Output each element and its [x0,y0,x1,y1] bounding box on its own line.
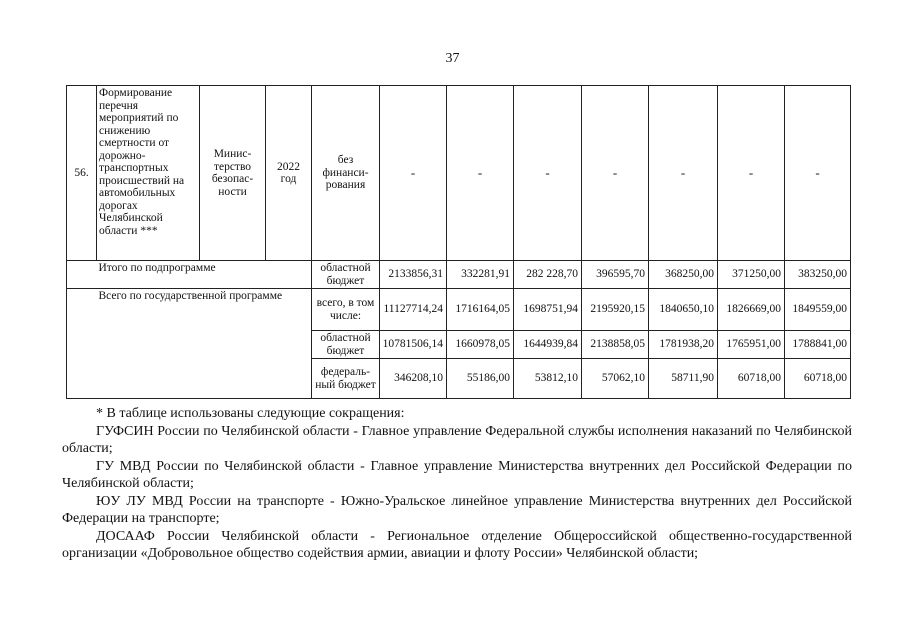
value-cell: 1781938,20 [649,331,718,359]
note-paragraph: * В таблице использованы следующие сокращения: [96,406,405,421]
row-number: 56. [67,86,97,261]
note-paragraph: ГУФСИН России по Челябинской области - Главное управление Федеральной службы исполнения наказаний по Челябинской области; [62,423,852,456]
value-cell: 1826669,00 [718,289,785,331]
note-paragraph: ГУ МВД России по Челябинской области - Главное управление Министерства внутренних дел Российской Федерации по Челябинской области; [62,458,852,491]
total-label: Всего по государственной программе [97,289,312,399]
funding-source: федераль-ный бюджет [312,359,380,399]
value-cell: 1849559,00 [785,289,851,331]
value-cell: 1788841,00 [785,331,851,359]
abbreviations-notes [62,405,852,563]
value-cell: 1840650,10 [649,289,718,331]
funding-source: всего, в том числе: [312,289,380,331]
value-cell: 2133856,31 [380,261,447,289]
value-cell: - [785,86,851,261]
funding-source: областной бюджет [312,261,380,289]
value-cell: 383250,00 [785,261,851,289]
table-row [67,86,851,261]
table-row [67,289,851,331]
value-cell: 1765951,00 [718,331,785,359]
value-cell: 1644939,84 [514,331,582,359]
value-cell: 55186,00 [447,359,514,399]
value-cell: 58711,90 [649,359,718,399]
value-cell: 60718,00 [718,359,785,399]
value-cell: 57062,10 [582,359,649,399]
funding-source: областной бюджет [312,331,380,359]
value-cell: 346208,10 [380,359,447,399]
subtotal-label: Итого по подпрограмме [97,261,312,289]
value-cell: 368250,00 [649,261,718,289]
program-table [66,85,851,399]
value-cell: 10781506,14 [380,331,447,359]
note-paragraph: ЮУ ЛУ МВД России на транспорте - Южно-Уральское линейное управление Министерства внутренних дел Российской Федерации на транспорте; [62,493,852,526]
table-row [67,261,851,289]
year: 2022 год [266,86,312,261]
value-cell: 11127714,24 [380,289,447,331]
value-cell: 1698751,94 [514,289,582,331]
value-cell: - [380,86,447,261]
measure-name: Формирование перечня мероприятий по снижению смертности от дорожно-транспортных происшествий на автомобильных дорогах Челябинской области *** [97,86,200,261]
funding-source: без финанси-рования [312,86,380,261]
value-cell: - [447,86,514,261]
page-number: 37 [445,51,460,66]
value-cell: - [582,86,649,261]
value-cell: 282 228,70 [514,261,582,289]
value-cell: 1660978,05 [447,331,514,359]
value-cell: 1716164,05 [447,289,514,331]
value-cell: 2138858,05 [582,331,649,359]
note-paragraph: ДОСААФ России Челябинской области - Региональное отделение Общероссийской общественно-государственной организации «Добровольное общество содействия армии, авиации и флоту России» Челябинской области; [62,528,852,561]
value-cell: - [718,86,785,261]
value-cell: 53812,10 [514,359,582,399]
value-cell: 371250,00 [718,261,785,289]
executor: Минис-терство безопас-ности [200,86,266,261]
value-cell: - [514,86,582,261]
value-cell: 2195920,15 [582,289,649,331]
value-cell: 396595,70 [582,261,649,289]
value-cell: - [649,86,718,261]
value-cell: 60718,00 [785,359,851,399]
value-cell: 332281,91 [447,261,514,289]
